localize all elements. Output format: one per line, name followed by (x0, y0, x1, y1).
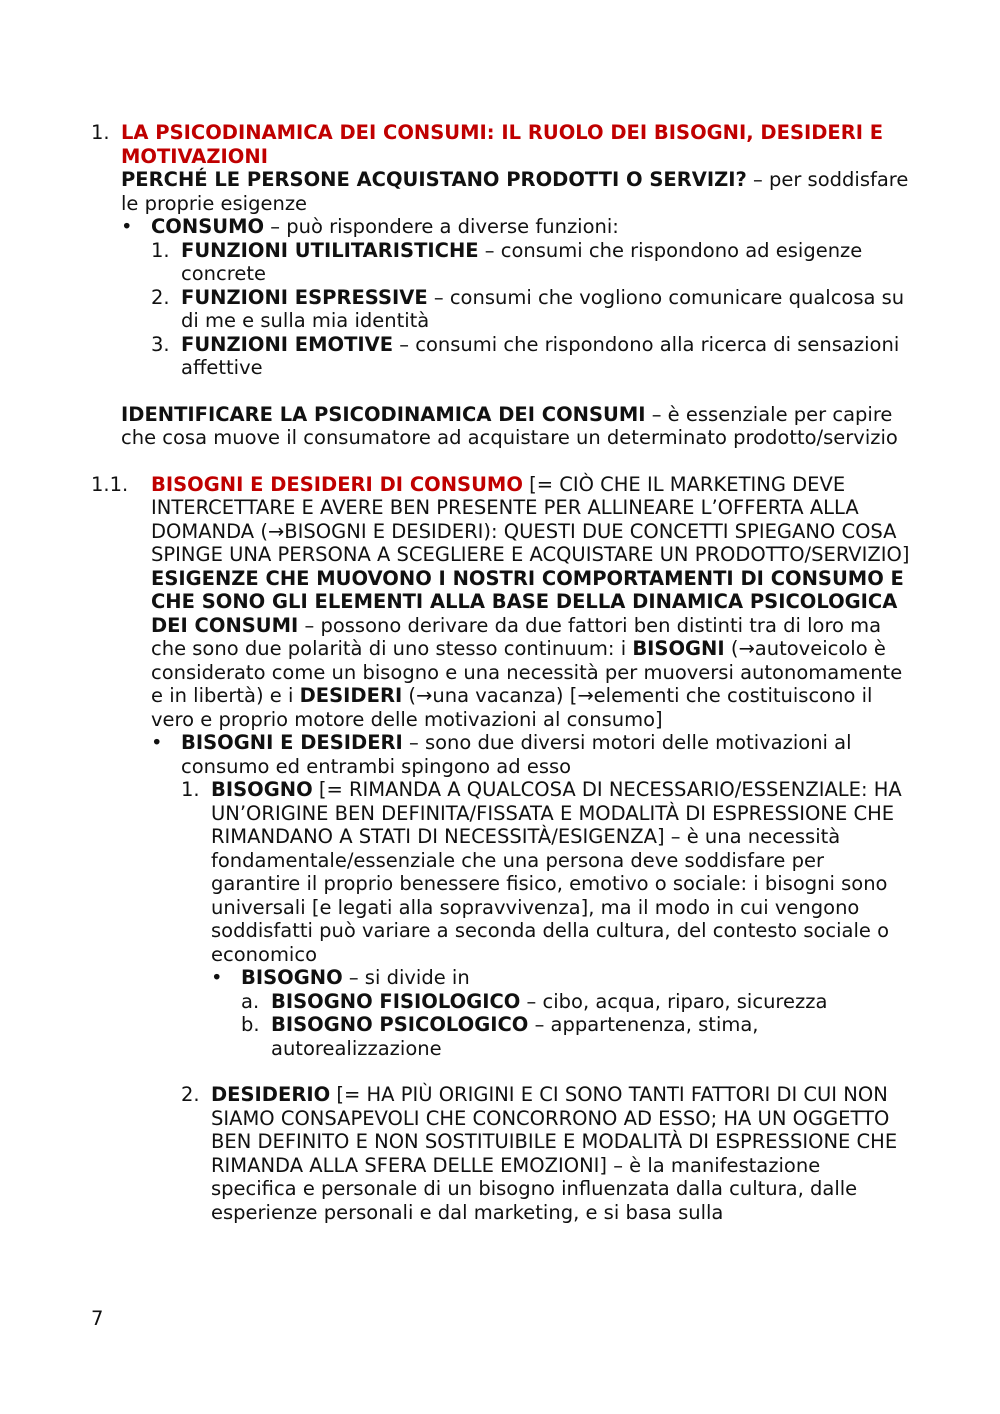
bd-bold: BISOGNI E DESIDERI (181, 731, 403, 754)
item-bold: BISOGNO FISIOLOGICO (271, 989, 521, 1013)
item-rest: [= RIMANDA A QUALCOSA DI NECESSARIO/ESSENZIALE: HA UN’ORIGINE BEN DEFINITA/FISSATA E MODALITÀ DI ESPRESSIONE CHE RIMANDANO A STATI DI NECESSITÀ/ESIGENZA] – è una necessità fondamentale/essenziale che una persona deve soddisfare per garantire il proprio benessere fisico, emotivo o sociale: i bisogni sono universali [e legati alla sopravvivenza], ma il modo in cui vengono soddisfatti può variare a seconda della cultura, del contesto sociale o economico (211, 778, 902, 966)
bullet-icon: • (121, 215, 133, 238)
bullet-icon: • (151, 731, 163, 754)
item-rest: [= HA PIÙ ORIGINI E CI SONO TANTI FATTORI DI CUI NON SIAMO CONSAPEVOLI CHE CONCORRONO AD ESSO; HA UN OGGETTO BEN DEFINITO E NON SOSTITUIBILE E MODALITÀ DI ESPRESSIONE CHE RIMANDA ALLA SFERA DELLE EMOZIONI] – è la manifestazione specifica e personale di un bisogno influenzata dalla cultura, dalle esperienze personali e dal marketing, e si basa sulla (211, 1083, 898, 1224)
esigenze-text: – possono derivare da due fattori ben distinti tra di loro ma che sono due polarità di uno stesso continuum: i (151, 613, 882, 660)
list-item (241, 990, 911, 1014)
question-bold: PERCHÉ LE PERSONE ACQUISTANO PRODOTTI O SERVIZI? (121, 168, 747, 191)
document-content (91, 121, 911, 1224)
list-item-consumo (121, 215, 911, 380)
list-item-bisogni-desideri (151, 731, 911, 1224)
list-item-bisogno (181, 778, 911, 1060)
desideri-word: DESIDERI (299, 684, 403, 707)
identify-bold: IDENTIFICARE LA PSICODINAMICA DEI CONSUMI (121, 402, 646, 426)
item-rest: – si divide in (342, 966, 470, 989)
consumo-text (151, 215, 911, 239)
page-number: 7 (91, 1307, 104, 1330)
item-bold: BISOGNO (241, 966, 343, 989)
item-bold: FUNZIONI EMOTIVE (181, 332, 394, 356)
bisogno-text (211, 778, 911, 966)
item-bold: FUNZIONI ESPRESSIVE (181, 285, 428, 309)
item-bold: BISOGNO PSICOLOGICO (271, 1013, 529, 1036)
item-number: 2. (151, 285, 170, 309)
esigenze-bold: ESIGENZE CHE MUOVONO I NOSTRI COMPORTAMENTI DI CONSUMO E CHE SONO GLI ELEMENTI ALLA BASE DELLA DINAMICA PSICOLOGICA DEI CONSUMI (151, 566, 904, 637)
bisogno-sub-text (241, 966, 911, 990)
item-rest: – consumi che rispondono alla ricerca di sensazioni affettive (181, 332, 900, 379)
item-rest: – consumi che vogliono comunicare qualcosa su di me e sulla mia identità (181, 285, 905, 332)
section-body (121, 121, 911, 450)
item-rest: – cibo, acqua, riparo, sicurezza (520, 989, 828, 1013)
esigenze-paragraph (151, 567, 911, 732)
section-1-1 (91, 473, 911, 1225)
consumo-bold: CONSUMO (151, 215, 265, 238)
section-title: BISOGNI E DESIDERI DI CONSUMO (151, 472, 523, 496)
consumo-rest: – può rispondere a diverse funzioni: (264, 215, 619, 238)
bisogni-word: BISOGNI (632, 637, 725, 660)
list-item (151, 239, 911, 286)
section-1 (91, 121, 911, 450)
section-body (151, 473, 911, 1225)
question-paragraph (121, 168, 911, 215)
question-rest: – per soddisfare le proprie esigenze (121, 168, 909, 215)
item-bold: BISOGNO (211, 778, 313, 801)
list-item (151, 333, 911, 380)
bd-text (181, 731, 911, 778)
item-number: 1. (151, 238, 170, 262)
bullet-icon: • (211, 966, 223, 989)
item-bold: DESIDERIO (211, 1083, 331, 1106)
item-rest: – consumi che rispondono ad esigenze concrete (181, 238, 863, 285)
item-number: 1. (181, 778, 200, 801)
list-item (241, 1013, 911, 1060)
item-rest: – appartenenza, stima, autorealizzazione (271, 1013, 759, 1060)
identify-rest: – è essenziale per capire che cosa muove il consumatore ad acquistare un determinato prodotto/servizio (121, 402, 898, 449)
list-item-desiderio (181, 1083, 911, 1224)
section-title-paragraph (151, 473, 911, 567)
item-letter: a. (241, 989, 260, 1013)
item-number: 2. (181, 1083, 200, 1106)
item-bold: FUNZIONI UTILITARISTICHE (181, 238, 479, 262)
esigenze-text: (→autoveicolo è considerato come un bisogno e una necessità per muoversi autonomamente e in libertà) e i (151, 637, 903, 707)
section-number: 1.1. (91, 472, 129, 496)
esigenze-text: (→una vacanza) [→elementi che costituiscono il vero e proprio motore delle motivazioni al consumo] (151, 684, 873, 731)
list-item (151, 286, 911, 333)
section-title: LA PSICODINAMICA DEI CONSUMI: IL RUOLO DEI BISOGNI, DESIDERI E MOTIVAZIONI (121, 121, 884, 168)
bd-rest: – sono due diversi motori delle motivazioni al consumo ed entrambi spingono ad esso (181, 731, 852, 778)
section-number: 1. (91, 121, 110, 144)
section-title-note: [= CIÒ CHE IL MARKETING DEVE INTERCETTARE E AVERE BEN PRESENTE PER ALLINEARE L’OFFERTA ALLA DOMANDA (→BISOGNI E DESIDERI): QUESTI DUE CONCETTI SPIEGANO COSA SPINGE UNA PERSONA A SCEGLIERE E ACQUISTARE UN PRODOTTO/SERVIZIO] (151, 472, 910, 566)
item-letter: b. (241, 1013, 260, 1036)
list-item-bisogno-sub (211, 966, 911, 1060)
item-number: 3. (151, 332, 170, 356)
identify-paragraph (121, 403, 911, 450)
